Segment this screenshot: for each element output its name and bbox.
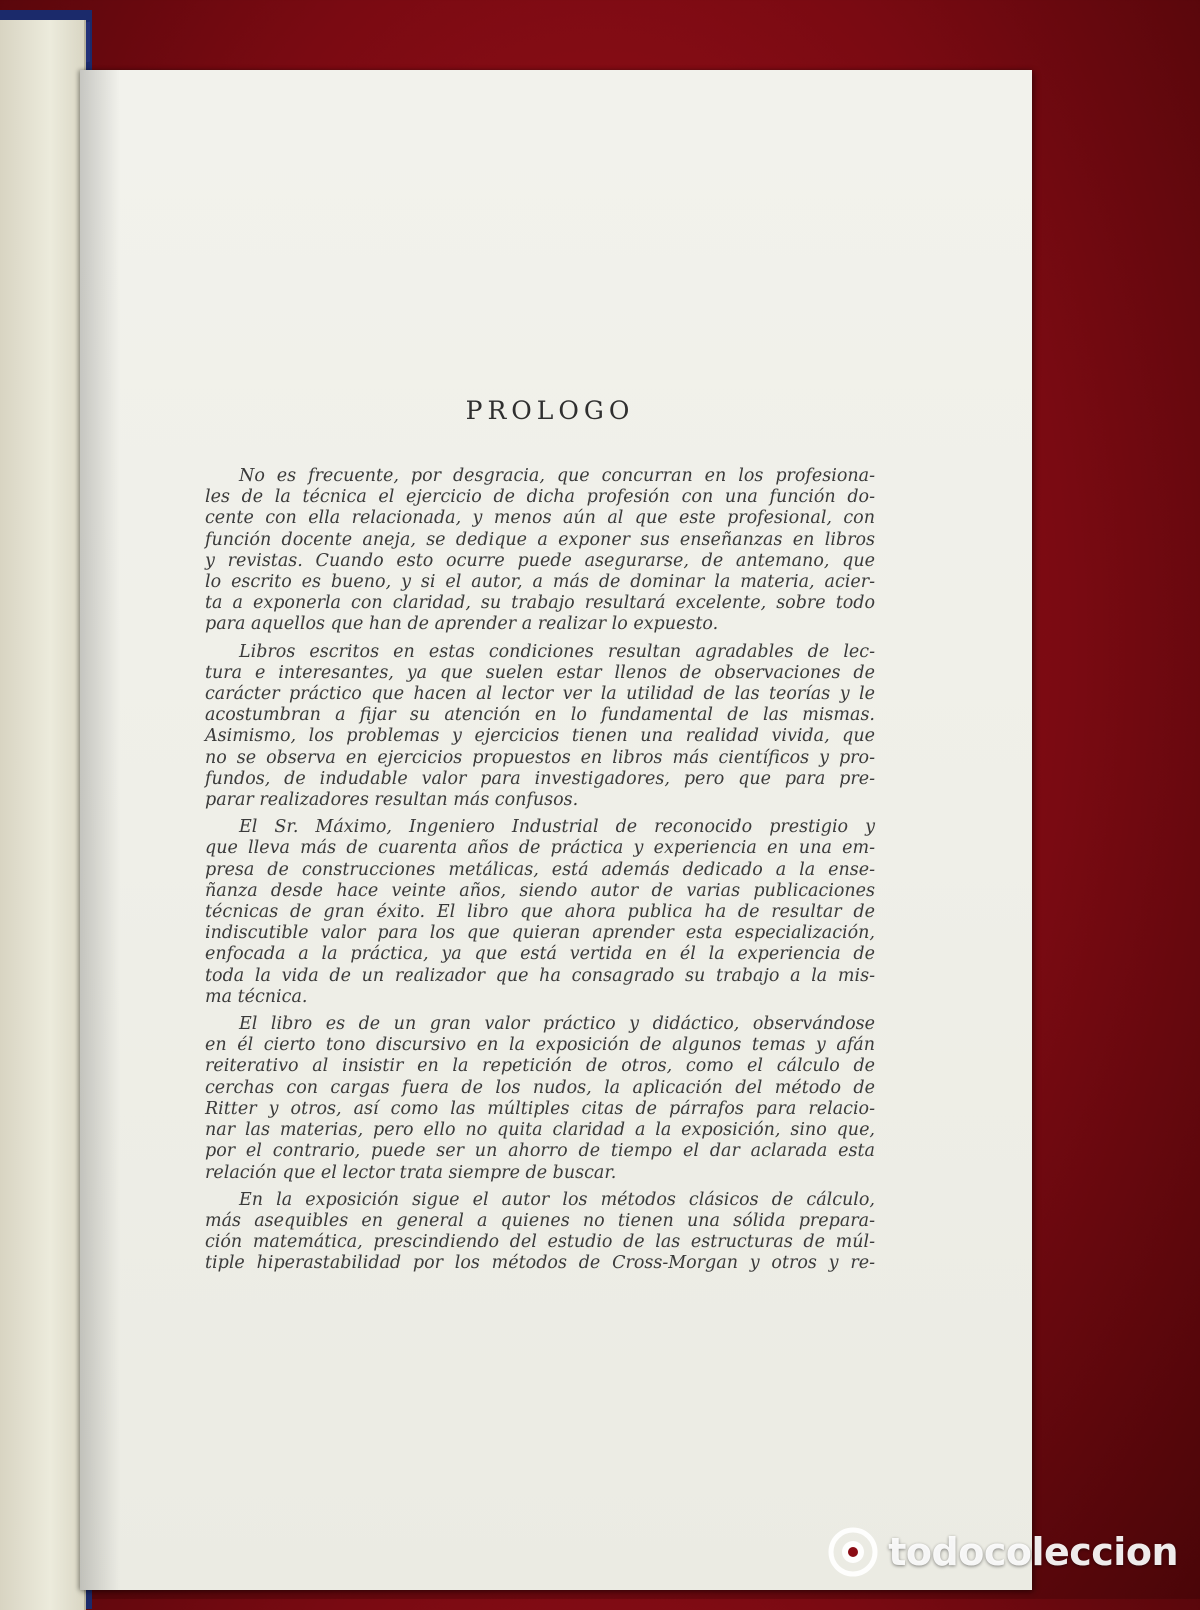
text-line: técnicas de gran éxito. El libro que ahora publica ha de resultar de [205, 902, 875, 923]
gutter-shadow [80, 70, 120, 1590]
paragraph [205, 1190, 875, 1275]
left-facing-page [0, 20, 86, 1610]
text-line: reiterativo al insistir en la repetición de otros, como el cálculo de [205, 1056, 875, 1077]
prologue-body [205, 466, 875, 1281]
text-line: enfocada a la práctica, ya que está vertida en él la experiencia de [205, 944, 875, 965]
text-line: cente con ella relacionada, y menos aún al que este profesional, con [205, 508, 875, 529]
todocoleccion-logo-icon [828, 1527, 878, 1577]
text-line: carácter práctico que hacen al lector ver la utilidad de las teorías y le [205, 684, 875, 705]
text-line: toda la vida de un realizador que ha consagrado su trabajo a la mis- [205, 965, 875, 986]
text-line: Libros escritos en estas condiciones resultan agradables de lec- [239, 641, 875, 662]
text-line: les de la técnica el ejercicio de dicha profesión con una función do- [205, 487, 875, 508]
paragraph [205, 1014, 875, 1184]
text-line: por el contrario, puede ser un ahorro de tiempo el dar aclarada esta [205, 1141, 875, 1162]
text-line: función docente aneja, se dedique a exponer sus enseñanzas en libros [205, 529, 875, 550]
text-line: parar realizadores resultan más confusos. [205, 790, 579, 811]
text-line: más asequibles en general a quienes no tienen una sólida prepara- [205, 1210, 875, 1231]
text-line: indiscutible valor para los que quieran aprender esta especialización, [205, 923, 875, 944]
text-line: ma técnica. [205, 986, 308, 1007]
page-title: PROLOGO [465, 396, 635, 425]
text-line: ción matemática, prescindiendo del estudio de las estructuras de múl- [205, 1232, 875, 1253]
text-line: acostumbran a fijar su atención en lo fundamental de las mismas. [205, 705, 875, 726]
text-line: Asimismo, los problemas y ejercicios tienen una realidad vivida, que [205, 726, 875, 747]
watermark-text: todocoleccion [888, 1530, 1178, 1574]
text-line: fundos, de indudable valor para investigadores, pero que para pre- [205, 768, 875, 789]
text-line: En la exposición sigue el autor los métodos clásicos de cálculo, [239, 1189, 875, 1210]
text-line: Ritter y otros, así como las múltiples citas de párrafos para relacio- [205, 1098, 875, 1119]
text-line: lo escrito es bueno, y si el autor, a más de dominar la materia, acier- [205, 572, 875, 593]
text-line: nar las materias, pero ello no quita claridad a la exposición, sino que, [205, 1120, 875, 1141]
text-line: El libro es de un gran valor práctico y didáctico, observándose [239, 1014, 875, 1035]
text-line: presa de construcciones metálicas, está además dedicado a la ense- [205, 859, 875, 880]
text-line: cerchas con cargas fuera de los nudos, la aplicación del método de [205, 1077, 875, 1098]
text-line: ñanza desde hace veinte años, siendo autor de varias publicaciones [205, 880, 875, 901]
text-line: No es frecuente, por desgracia, que concurran en los profesiona- [239, 466, 875, 486]
text-line: y revistas. Cuando esto ocurre puede asegurarse, de antemano, que [205, 550, 875, 571]
text-line: para aquellos que han de aprender a realizar lo expuesto. [205, 614, 719, 635]
paragraph [205, 642, 875, 812]
paragraph [205, 466, 875, 636]
text-line: en él cierto tono discursivo en la exposición de algunos temas y afán [205, 1035, 875, 1056]
text-line: tura e interesantes, ya que suelen estar llenos de observaciones de [205, 662, 875, 683]
text-line: tiple hiperastabilidad por los métodos de Cross-Morgan y otros y re- [205, 1253, 875, 1274]
text-line: no se observa en ejercicios propuestos en libros más científicos y pro- [205, 747, 875, 768]
paragraph [205, 817, 875, 1008]
watermark [828, 1527, 1178, 1577]
text-line: ta a exponerla con claridad, su trabajo resultará excelente, sobre todo [205, 593, 875, 614]
text-line: El Sr. Máximo, Ingeniero Industrial de reconocido prestigio y [239, 817, 875, 838]
text-line: que lleva más de cuarenta años de práctica y experiencia en una em- [205, 838, 875, 859]
text-line: relación que el lector trata siempre de buscar. [205, 1162, 617, 1183]
